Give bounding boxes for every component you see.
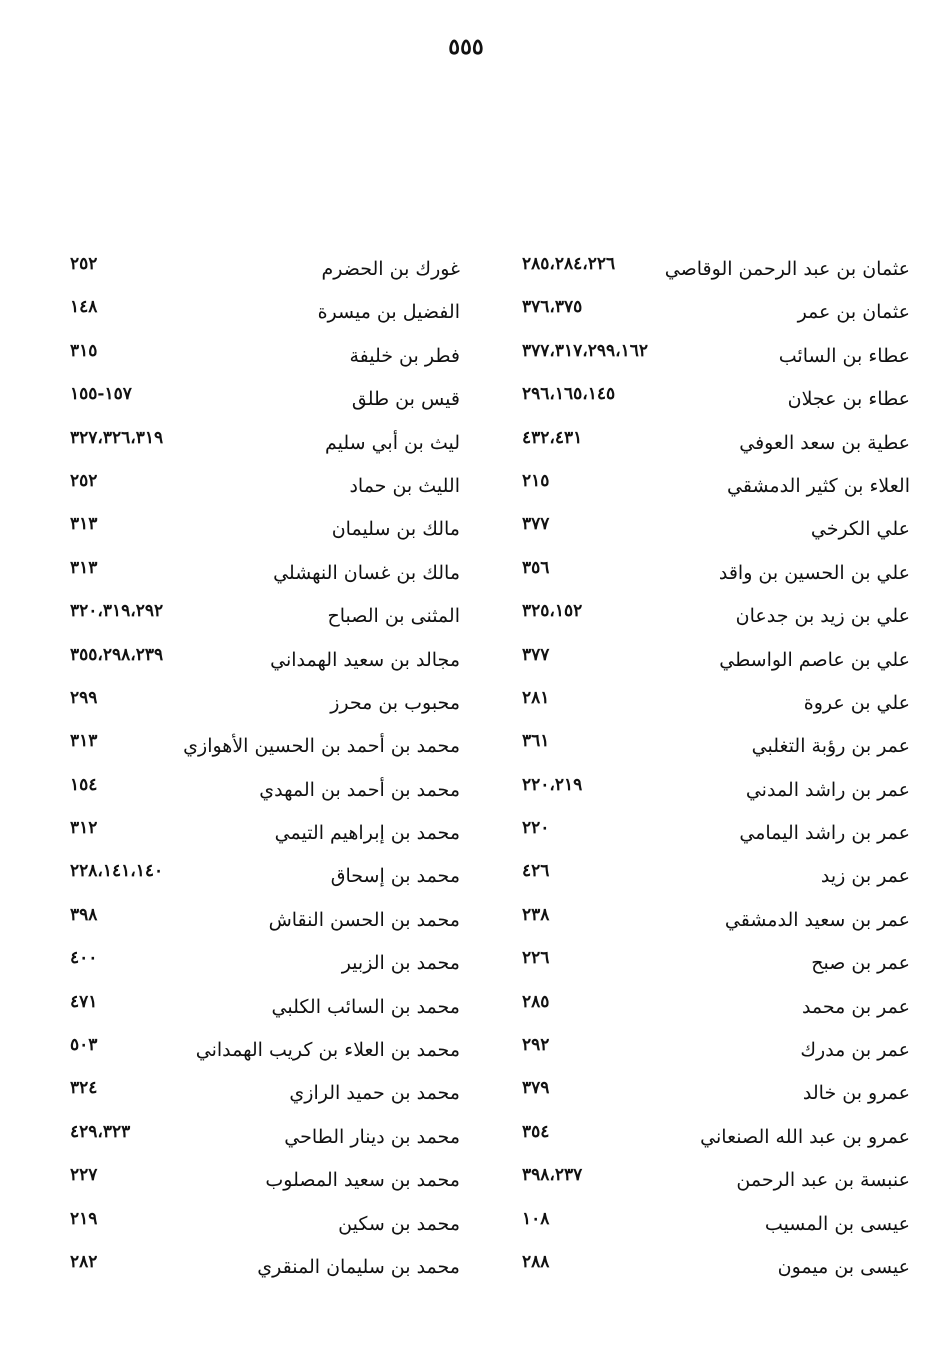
index-entry (70, 1120, 460, 1163)
entry-pages: ٣٦١ (522, 731, 550, 752)
index-column-right (522, 252, 910, 1293)
index-entry (70, 729, 460, 772)
index-entry (70, 1207, 460, 1250)
entry-pages: ٢١٥ (522, 470, 550, 491)
entry-name: محمد بن السائب الكلبي (271, 995, 460, 1018)
index-entry (70, 556, 460, 599)
entry-pages: ١٥٤ (70, 774, 98, 795)
entry-pages: ٣٢٠،٣١٩،٢٩٢ (70, 601, 164, 622)
entry-name: عمر بن صبح (811, 952, 910, 975)
index-entry (522, 686, 910, 729)
entry-pages: ١٤٨ (70, 297, 98, 318)
entry-name: عمر بن سعيد الدمشقي (724, 908, 910, 931)
index-entry (522, 1076, 910, 1119)
entry-pages: ٢٥٢ (70, 470, 98, 491)
index-entry (70, 946, 460, 989)
index-entry (522, 599, 910, 642)
index-entry (522, 512, 910, 555)
index-entry (522, 295, 910, 338)
entry-name: عمر بن مدرك (800, 1039, 910, 1062)
entry-pages: ٢٣٨ (522, 904, 550, 925)
entry-pages: ٣٧٧ (522, 514, 550, 535)
entry-name: محمد بن حميد الرازي (289, 1082, 460, 1105)
entry-pages: ٣١٣ (70, 514, 98, 535)
index-entry (70, 859, 460, 902)
entry-name: قيس بن طلق (351, 388, 460, 411)
index-entry (522, 426, 910, 469)
entry-pages: ٤٣٢،٤٣١ (522, 427, 583, 448)
entry-name: علي الكرخي (810, 518, 910, 541)
entry-name: عمر بن محمد (801, 995, 910, 1018)
index-entry (70, 686, 460, 729)
index-entry (522, 990, 910, 1033)
index-entry (522, 903, 910, 946)
entry-pages: ٣٢٤ (70, 1078, 98, 1099)
entry-pages: ٤٠٠ (70, 948, 98, 969)
index-entry (70, 512, 460, 555)
index-entry (522, 339, 910, 382)
entry-name: الليث بن حماد (349, 474, 460, 497)
entry-name: محمد بن سعيد المصلوب (265, 1169, 460, 1192)
entry-pages: ٢٩٢ (522, 1035, 550, 1056)
index-entry (70, 773, 460, 816)
entry-pages: ٢٢٠،٢١٩ (522, 774, 583, 795)
page-number: ٥٥٥ (448, 34, 484, 60)
entry-name: عثمان بن عبد الرحمن الوقاصي (664, 258, 910, 280)
entry-pages: ٢٢٨،١٤١،١٤٠ (70, 861, 164, 882)
entry-pages: ٣٩٨،٢٣٧ (522, 1165, 583, 1186)
entry-name: محمد بن سكين (338, 1212, 460, 1235)
index-entry (522, 643, 910, 686)
entry-pages: ٢١٩ (70, 1208, 98, 1229)
index-entry (70, 339, 460, 382)
entry-name: محمد بن الحسن النقاش (268, 908, 460, 931)
entry-name: علي بن زيد بن جدعان (735, 605, 910, 628)
entry-pages: ١٠٨ (522, 1208, 550, 1229)
index-entry (522, 1207, 910, 1250)
index-entry (70, 1076, 460, 1119)
entry-pages: ٢٨٨ (522, 1251, 550, 1272)
entry-pages: ٤٢٦ (522, 861, 550, 882)
entry-name: عمر بن زيد (820, 865, 910, 888)
entry-name: عمرو بن خالد (802, 1082, 910, 1105)
entry-name: عيسى بن المسيب (764, 1212, 910, 1235)
entry-name: عمر بن رؤبة التغلبي (751, 735, 910, 758)
entry-name: الفضيل بن ميسرة (317, 301, 460, 324)
entry-pages: ٣٩٨ (70, 904, 98, 925)
entry-pages: ٣٧٧ (522, 644, 550, 665)
entry-name: عطاء بن السائب (778, 344, 910, 367)
entry-pages: ٣١٥ (70, 340, 98, 361)
entry-name: محمد بن العلاء بن كريب الهمداني (195, 1039, 460, 1062)
entry-name: عمر بن راشد اليمامي (739, 822, 910, 845)
index-entry (522, 1163, 910, 1206)
entry-pages: ٢٩٦،١٦٥،١٤٥ (522, 384, 616, 405)
entry-pages: ٣٥٥،٢٩٨،٢٣٩ (70, 644, 164, 665)
index-entry (70, 643, 460, 686)
entry-pages: ٣٧٦،٣٧٥ (522, 297, 583, 318)
entry-name: عيسى بن ميمون (777, 1255, 910, 1278)
index-entry (70, 1250, 460, 1293)
index-entry (70, 599, 460, 642)
index-entry (522, 1120, 910, 1163)
entry-name: محمد بن دينار الطاحي (284, 1125, 460, 1148)
entry-name: علي بن الحسين بن واقد (718, 561, 910, 584)
index-entry (522, 252, 910, 295)
entry-pages: ٢٢٠ (522, 818, 550, 839)
index-entry (70, 903, 460, 946)
entry-pages: ٢٨٢ (70, 1251, 98, 1272)
entry-pages: ٣٢٧،٣٢٦،٣١٩ (70, 427, 164, 448)
entry-name: محمد بن الزبير (341, 952, 460, 975)
index-entry (522, 816, 910, 859)
entry-pages: ٥٠٣ (70, 1035, 98, 1056)
entry-pages: ٢٥٢ (70, 254, 98, 274)
entry-pages: ١٥٧-١٥٥ (70, 384, 132, 405)
index-entry (522, 556, 910, 599)
entry-name: مجالد بن سعيد الهمداني (270, 648, 460, 671)
entry-pages: ٢٢٦ (522, 948, 550, 969)
entry-pages: ٢٨٥،٢٨٤،٢٢٦ (522, 254, 616, 274)
index-entry (70, 1033, 460, 1076)
index-entry (522, 1033, 910, 1076)
index-entry (70, 382, 460, 425)
entry-name: عمرو بن عبد الله الصنعاني (700, 1125, 910, 1148)
index-entry (522, 382, 910, 425)
entry-pages: ٣١٣ (70, 557, 98, 578)
entry-name: علي بن عروة (803, 691, 910, 714)
entry-name: ليث بن أبي سليم (324, 431, 460, 454)
entry-pages: ٢٨٥ (522, 991, 550, 1012)
index-entry (522, 773, 910, 816)
entry-name: مالك بن سليمان (331, 518, 460, 541)
index-entry (70, 295, 460, 338)
entry-pages: ٣٥٤ (522, 1121, 550, 1142)
entry-pages: ٤٧١ (70, 991, 98, 1012)
index-column-left (70, 252, 460, 1293)
entry-name: محبوب بن محرز (330, 691, 460, 714)
entry-pages: ٣٧٧،٣١٧،٢٩٩،١٦٢ (522, 340, 649, 361)
index-entry (70, 990, 460, 1033)
index-entry (522, 469, 910, 512)
index-entry (522, 946, 910, 989)
entry-pages: ٣٥٦ (522, 557, 550, 578)
entry-pages: ٣٧٩ (522, 1078, 550, 1099)
entry-name: محمد بن أحمد بن الحسين الأهوازي (183, 735, 460, 758)
entry-name: العلاء بن كثير الدمشقي (727, 474, 910, 497)
entry-pages: ٢٩٩ (70, 687, 98, 708)
entry-pages: ٣١٢ (70, 818, 98, 839)
entry-name: المثنى بن الصباح (327, 605, 460, 628)
index-entry (522, 729, 910, 772)
entry-name: محمد بن أحمد بن المهدي (259, 778, 460, 801)
entry-name: محمد بن سليمان المنقري (257, 1255, 460, 1278)
index-entry (70, 816, 460, 859)
entry-name: محمد بن إبراهيم التيمي (274, 822, 460, 845)
entry-name: عطاء بن عجلان (787, 388, 910, 411)
entry-pages: ٢٨١ (522, 687, 550, 708)
entry-name: محمد بن إسحاق (330, 865, 460, 888)
index-entry (70, 1163, 460, 1206)
index-entry (70, 426, 460, 469)
entry-name: فطر بن خليفة (349, 344, 460, 367)
index-entry (522, 859, 910, 902)
entry-pages: ٢٢٧ (70, 1165, 98, 1186)
index-entry (70, 252, 460, 295)
index-entry (70, 469, 460, 512)
entry-name: غورك بن الحضرم (321, 258, 460, 280)
entry-name: عثمان بن عمر (797, 301, 910, 324)
entry-name: عنبسة بن عبد الرحمن (736, 1169, 910, 1192)
entry-name: عطية بن سعد العوفي (739, 431, 910, 454)
entry-pages: ٣٢٥،١٥٢ (522, 601, 583, 622)
entry-pages: ٣١٣ (70, 731, 98, 752)
entry-pages: ٤٢٩،٣٢٣ (70, 1121, 131, 1142)
entry-name: علي بن عاصم الواسطي (719, 648, 910, 671)
index-entry (522, 1250, 910, 1293)
entry-name: عمر بن راشد المدني (745, 778, 910, 801)
entry-name: مالك بن غسان النهشلي (273, 561, 460, 584)
